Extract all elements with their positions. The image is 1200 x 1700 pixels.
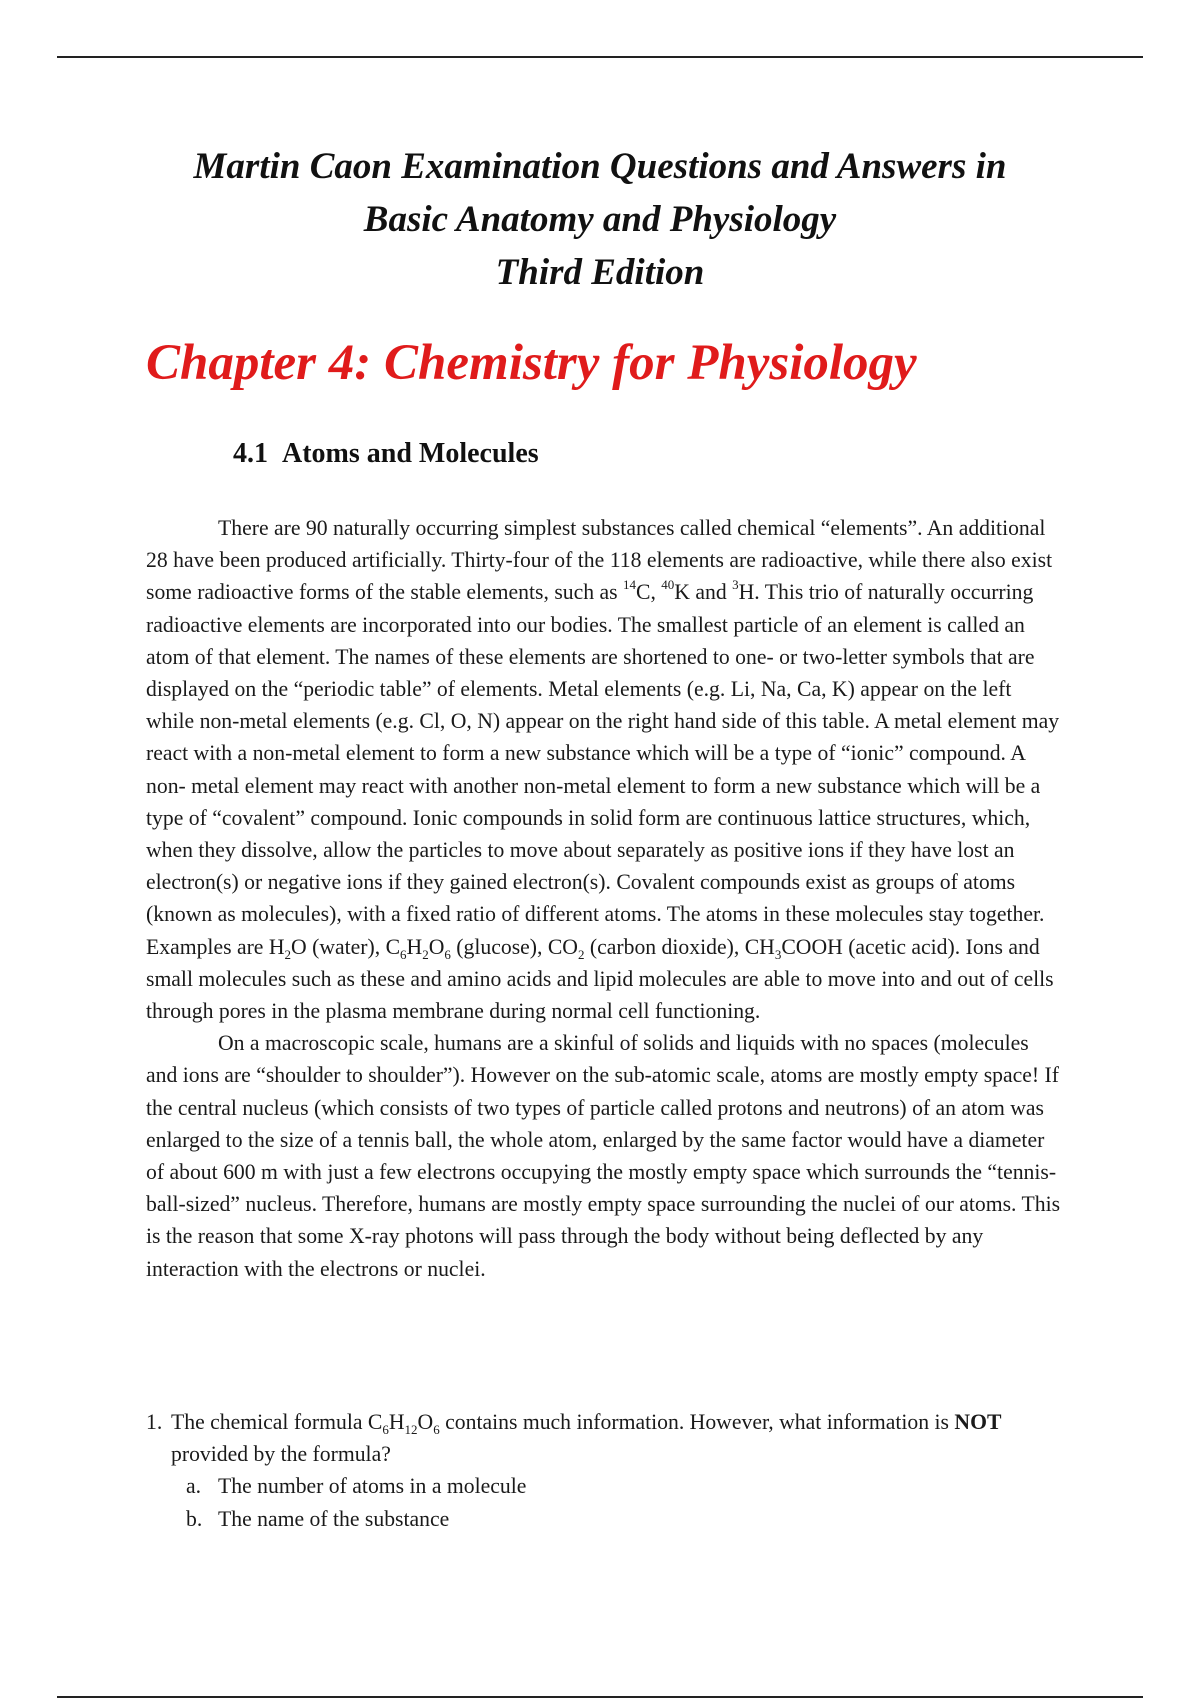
option-letter: a. [186, 1474, 202, 1499]
book-title-line-2: Basic Anatomy and Physiology [363, 199, 837, 240]
bottom-rule [57, 1696, 1143, 1698]
book-title [0, 140, 1200, 299]
book-title-line-1: Martin Caon Examination Questions and Answers in [193, 146, 1007, 187]
question-number: 1. [146, 1410, 163, 1434]
paragraph-1: There are 90 naturally occurring simplest substances called chemical “elements”. An additional 28 have been produced artificially. Thirty-four of the 118 elements are radioactive, while there also exist some radioactive forms of the stable elements, such as $^{14}$C, $^{40}$K and $^3$H. This trio of naturally occurring radioactive elements are incorporated into our bodies. The smallest particle of an element is called an atom of that element. The names of these elements are shortened to one- or two-letter symbols that are displayed on the “periodic table” of elements. Metal elements (e.g. Li, Na, Ca, K) appear on the left while non-metal elements (e.g. Cl, O, N) appear on the right hand side of this table. A metal element may react with a non-metal element to form a new substance which will be a type of “ionic” compound. A non- metal element may react with another non-metal element to form a new substance which will be a type of “covalent” compound. Ionic compounds in solid form are continuous lattice structures, which, when they dissolve, allow the particles to move about separately as positive ions if they have lost an electron(s) or negative ions if they gained electron(s). Covalent compounds exist as groups of atoms (known as molecules), with a fixed ratio of different atoms. The atoms in these molecules stay together. Examples are $H_2O$ (water), $C_6H_2O_6$ (glucose), $CO_2$ (carbon dioxide), $CH_3COOH$ (acetic acid). Ions and small molecules such as these and amino acids and lipid molecules are able to move into and out of cells through pores in the plasma membrane during normal cell functioning. [146, 516, 1060, 1024]
chapter-title: Chapter 4: Chemistry for Physiology [146, 335, 917, 391]
top-rule [57, 56, 1143, 58]
section-number: 4.1 [233, 438, 268, 469]
option-text: The name of the substance [218, 1506, 450, 1531]
question-list [146, 1406, 1061, 1535]
paragraph-2: On a macroscopic scale, humans are a skinful of solids and liquids with no spaces (molecules and ions are “shoulder to shoulder”). However on the sub-atomic scale, atoms are mostly empty space! If the central nucleus (which consists of two types of particle called protons and neutrons) of an atom was enlarged to the size of a tennis ball, the whole atom, enlarged by the same factor would have a diameter of about 600 m with just a few electrons occupying the mostly empty space which surrounds the “tennis-ball-sized” nucleus. Therefore, humans are mostly empty space surrounding the nuclei of our atoms. This is the reason that some X-ray photons will pass through the body without being deflected by any interaction with the electrons or nuclei. [146, 1031, 1061, 1281]
question-1 [146, 1406, 1061, 1535]
question-text: The chemical formula $C_6H_{12}O_6$ contains much information. However, what information is NOT provided by the formula? [171, 1410, 1002, 1467]
answer-option-a [186, 1470, 1061, 1502]
section-heading [233, 436, 539, 472]
answer-option-b [186, 1503, 1061, 1535]
option-text: The number of atoms in a molecule [218, 1474, 527, 1499]
section-title: Atoms and Molecules [282, 438, 539, 469]
body-text [146, 512, 1061, 1285]
book-title-line-3: Third Edition [495, 252, 705, 293]
option-letter: b. [186, 1506, 203, 1531]
